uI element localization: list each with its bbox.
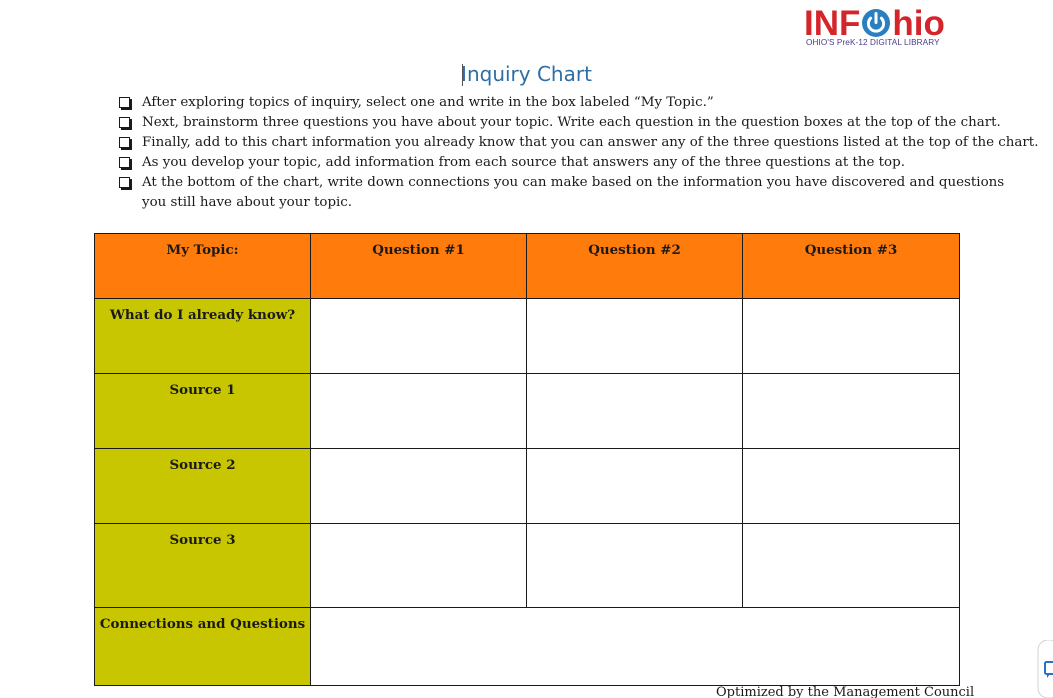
- question-2-header: Question #2: [527, 234, 743, 299]
- logo-suffix: hio: [892, 4, 945, 43]
- instruction-text: Next, brainstorm three questions you have about your topic. Write each question in the question boxes at the top of the chart.: [142, 115, 1001, 130]
- answer-cell[interactable]: [311, 449, 527, 524]
- table-row: [95, 299, 960, 374]
- inquiry-chart-table: [94, 233, 960, 686]
- instructions-list: [118, 93, 1039, 213]
- instruction-item: [118, 93, 978, 113]
- logo-tagline: OHIO'S PreK-12 DIGITAL LIBRARY: [806, 38, 940, 47]
- instruction-item: [118, 133, 1039, 153]
- logo-prefix: INF: [804, 4, 861, 43]
- answer-cell[interactable]: [743, 374, 960, 449]
- chart-header-row: [95, 234, 960, 299]
- checkbox-bullet-icon: [119, 177, 130, 188]
- instruction-item: [118, 153, 978, 173]
- footer-note: Optimized by the Management Council: [716, 685, 975, 698]
- answer-cell[interactable]: [527, 374, 743, 449]
- instruction-text: At the bottom of the chart, write down connections you can make based on the information you have discovered and questions: [142, 175, 1005, 190]
- instruction-text-continued: you still have about your topic.: [142, 195, 353, 210]
- table-row: [95, 608, 960, 686]
- instruction-text: After exploring topics of inquiry, select one and write in the box labeled “My Topic.”: [142, 95, 714, 110]
- question-1-header: Question #1: [311, 234, 527, 299]
- answer-cell[interactable]: [311, 524, 527, 608]
- table-row: [95, 449, 960, 524]
- checkbox-bullet-icon: [119, 157, 130, 168]
- checkbox-bullet-icon: [119, 117, 130, 128]
- answer-cell[interactable]: [311, 299, 527, 374]
- instruction-text: Finally, add to this chart information you already know that you can answer any of the three questions listed at the top of the chart.: [142, 135, 1039, 150]
- my-topic-header: My Topic:: [95, 234, 311, 299]
- answer-cell[interactable]: [527, 299, 743, 374]
- row-label-source-1: Source 1: [95, 374, 311, 449]
- answer-cell[interactable]: [743, 524, 960, 608]
- answer-cell[interactable]: [743, 449, 960, 524]
- instruction-text: As you develop your topic, add information from each source that answers any of the three questions at the top.: [142, 155, 905, 170]
- checkbox-bullet-icon: [119, 97, 130, 108]
- answer-cell[interactable]: [743, 299, 960, 374]
- table-row: [95, 524, 960, 608]
- row-label-connections: Connections and Questions: [95, 608, 311, 686]
- row-label-source-3: Source 3: [95, 524, 311, 608]
- infohio-logo: [804, 6, 960, 50]
- connections-cell[interactable]: [311, 608, 960, 686]
- power-icon: [861, 8, 891, 38]
- checkbox-bullet-icon: [119, 137, 130, 148]
- table-row: [95, 374, 960, 449]
- answer-cell[interactable]: [527, 524, 743, 608]
- row-label-already-know: What do I already know?: [95, 299, 311, 374]
- instruction-item: [118, 173, 1005, 213]
- question-3-header: Question #3: [743, 234, 960, 299]
- answer-cell[interactable]: [527, 449, 743, 524]
- row-label-source-2: Source 2: [95, 449, 311, 524]
- feedback-icon[interactable]: [1036, 640, 1053, 698]
- page-title: Inquiry Chart: [461, 62, 592, 86]
- answer-cell[interactable]: [311, 374, 527, 449]
- instruction-item: [118, 113, 1001, 133]
